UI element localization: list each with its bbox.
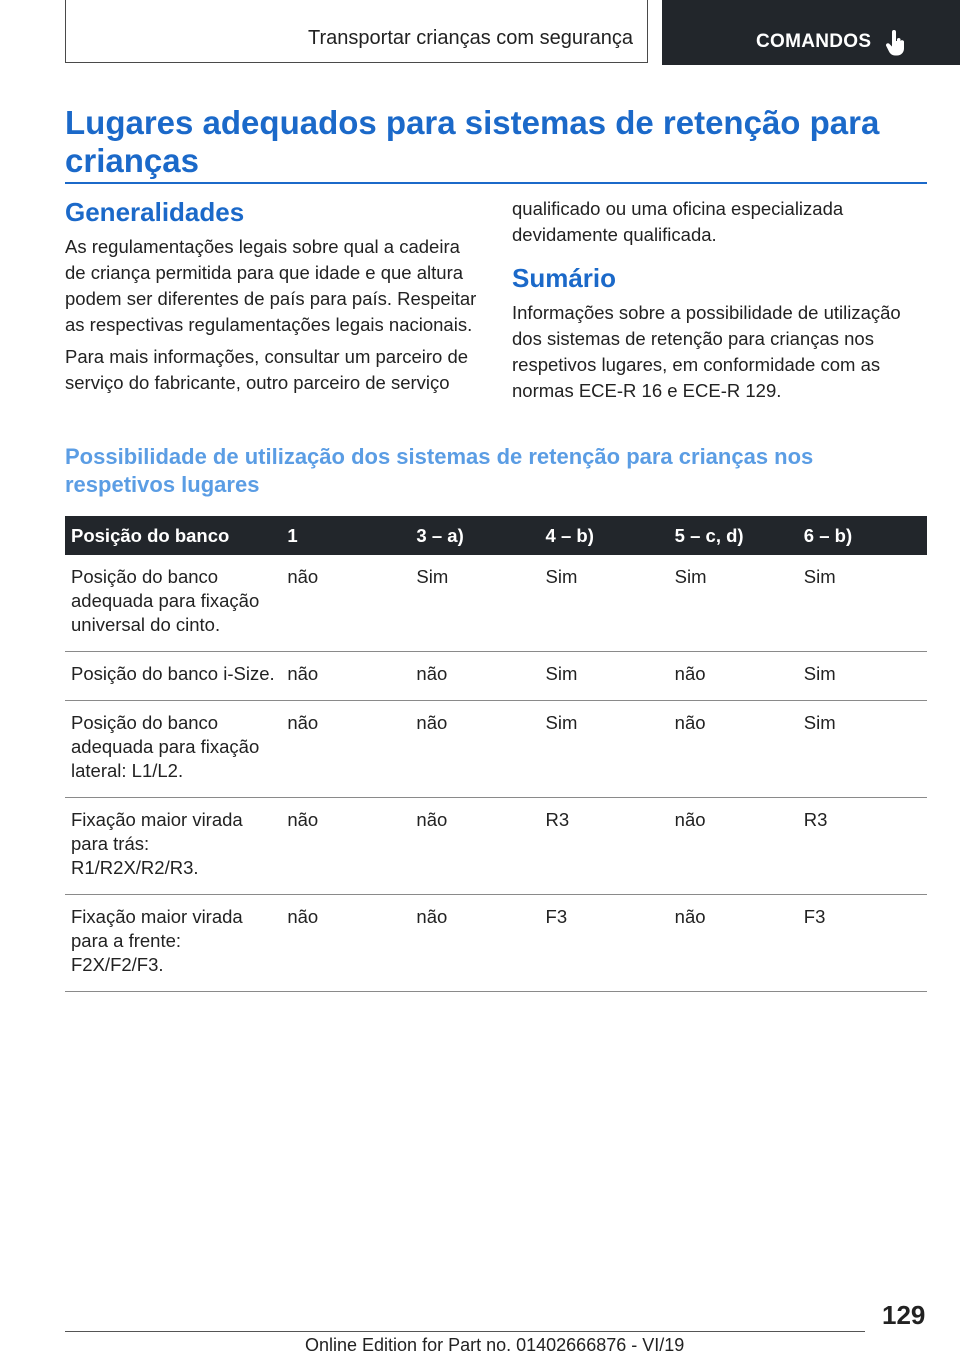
sumario-paragraph: Informações sobre a possibilidade de utilização dos sistemas de retenção para crianças nos respetivos lugares, em conformidade com as normas ECE-R 16 e ECE-R 129. xyxy=(512,302,901,401)
table-cell: não xyxy=(410,652,539,701)
header-section-title: Transportar crianças com segurança xyxy=(308,27,633,49)
table-cell: não xyxy=(669,895,798,992)
table-header-cell: Posição do banco xyxy=(65,516,281,555)
table-cell: F3 xyxy=(540,895,669,992)
table-cell: Fixação maior virada para trás: R1/R2X/R2/R3. xyxy=(65,798,281,895)
table-cell: R3 xyxy=(798,798,927,895)
table-row xyxy=(65,555,927,652)
generalidades-paragraph-2: Para mais informações, consultar um parceiro de serviço do fabricante, outro parceiro de serviço xyxy=(65,346,469,393)
header-section-tab xyxy=(65,0,648,63)
table-row xyxy=(65,652,927,701)
table-cell: Fixação maior virada para a frente: F2X/F2/F3. xyxy=(65,895,281,992)
table-cell: Sim xyxy=(540,701,669,798)
seat-compatibility-table xyxy=(65,516,927,992)
table-cell: não xyxy=(410,798,539,895)
table-row xyxy=(65,701,927,798)
table-row xyxy=(65,798,927,895)
table-cell: não xyxy=(281,652,410,701)
table-cell: não xyxy=(281,701,410,798)
table-cell: Sim xyxy=(798,555,927,652)
table-header-cell: 4 – b) xyxy=(540,516,669,555)
table-cell: Sim xyxy=(798,701,927,798)
footer-divider xyxy=(65,1331,865,1332)
table-header-cell: 5 – c, d) xyxy=(669,516,798,555)
table-header-cell: 6 – b) xyxy=(798,516,927,555)
table-cell: Sim xyxy=(410,555,539,652)
table-cell: não xyxy=(410,895,539,992)
generalidades-paragraph-2-continued: qualificado ou uma oficina especializada devidamente qualificada. xyxy=(512,198,844,245)
page-title: Lugares adequados para sistemas de retenção para crianças xyxy=(65,104,880,179)
table-cell: não xyxy=(281,798,410,895)
table-cell: Posição do banco i-Size. xyxy=(65,652,281,701)
footer-edition: Online Edition for Part no. 01402666876 - VI/19 xyxy=(305,1335,685,1355)
table-cell: não xyxy=(410,701,539,798)
table-cell: Sim xyxy=(798,652,927,701)
table-cell: Posição do banco adequada para fixação lateral: L1/L2. xyxy=(65,701,281,798)
sumario-heading: Sumário xyxy=(512,263,617,293)
table-cell: Sim xyxy=(540,555,669,652)
table-cell: não xyxy=(281,895,410,992)
left-column xyxy=(65,196,477,402)
table-cell: Sim xyxy=(540,652,669,701)
right-column xyxy=(512,196,924,410)
generalidades-paragraph-1: As regulamentações legais sobre qual a cadeira de criança permitida para que idade e que altura podem ser diferentes de país para país. Respeitar as respectivas regulamentações legais nacionais. xyxy=(65,236,477,335)
table-cell: não xyxy=(281,555,410,652)
section-heading-possibilidade: Possibilidade de utilização dos sistemas de retenção para crianças nos respetivos lugares xyxy=(65,444,814,497)
page-number: 129 xyxy=(882,1300,926,1330)
table-cell: R3 xyxy=(540,798,669,895)
table-header-cell: 3 – a) xyxy=(410,516,539,555)
table-header-row xyxy=(65,516,927,555)
table-cell: Sim xyxy=(669,555,798,652)
table-header-cell: 1 xyxy=(281,516,410,555)
title-divider xyxy=(65,182,927,184)
pointing-hand-icon xyxy=(885,30,907,56)
table-cell: F3 xyxy=(798,895,927,992)
table-cell: Posição do banco adequada para fixação universal do cinto. xyxy=(65,555,281,652)
table-cell: não xyxy=(669,701,798,798)
header-chapter-tab xyxy=(662,0,960,65)
table-row xyxy=(65,895,927,992)
generalidades-heading: Generalidades xyxy=(65,197,245,227)
table-cell: não xyxy=(669,652,798,701)
header-chapter-title: COMANDOS xyxy=(756,31,872,52)
table-cell: não xyxy=(669,798,798,895)
